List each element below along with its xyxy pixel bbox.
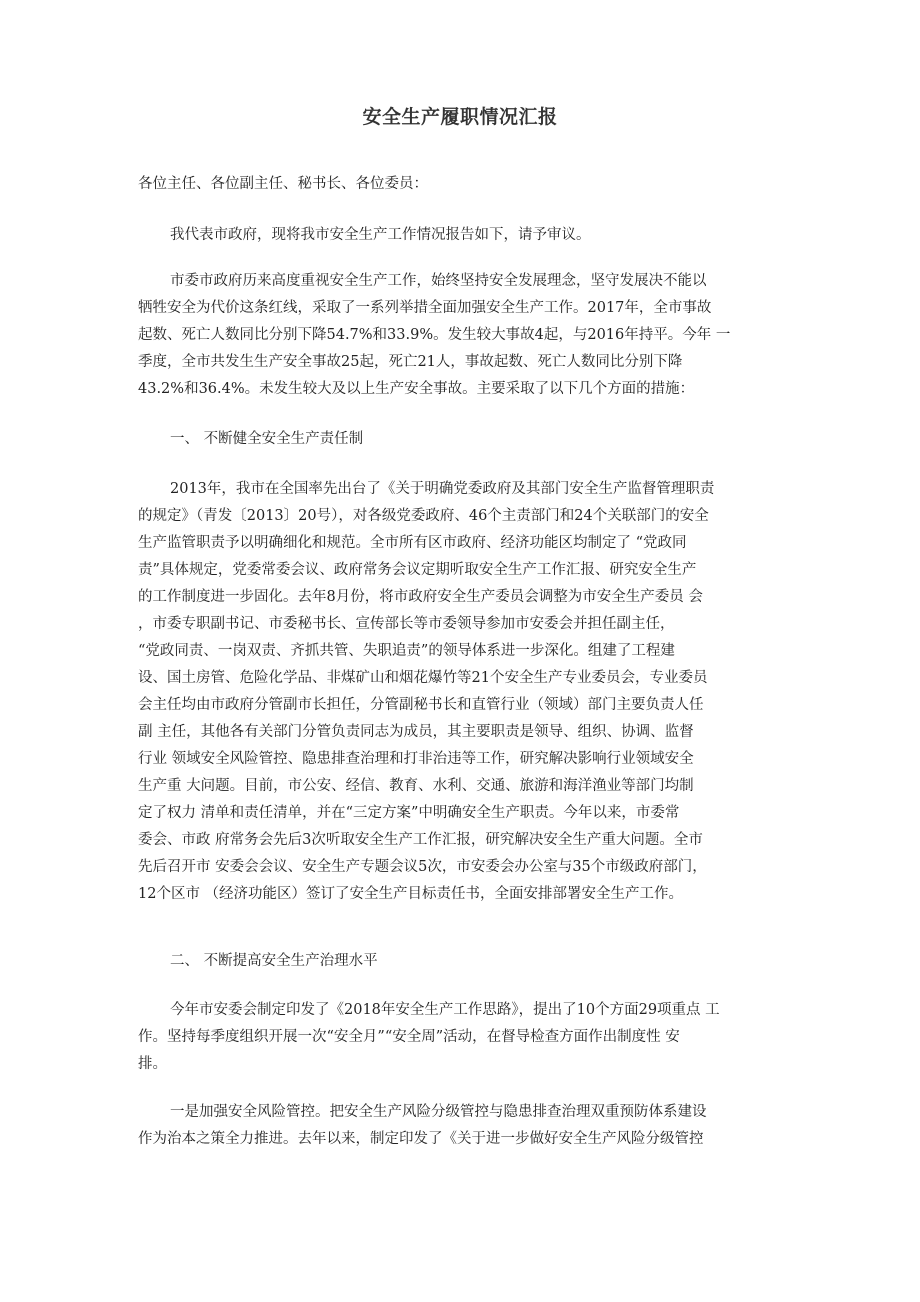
- paragraph-line: 行业 领域安全风险管控、隐患排查治理和打非治违等工作，研究解决影响行业领域安全: [138, 751, 694, 767]
- paragraph-line: 2013年，我市在全国率先出台了《关于明确党委政府及其部门安全生产监督管理职责: [170, 481, 715, 497]
- paragraph-line: 委会、市政 府常务会先后3次听取安全生产工作汇报，研究解决安全生产重大问题。全市: [138, 832, 703, 848]
- paragraph-line: 今年市安委会制定印发了《2018年安全生产工作思路》，提出了10个方面29项重点 工: [170, 1002, 720, 1018]
- paragraph-line: 设、国土房管、危险化学品、非煤矿山和烟花爆竹等21个安全生产专业委员会，专业委员: [138, 670, 708, 686]
- paragraph-line: 一是加强安全风险管控。把安全生产风险分级管控与隐患排查治理双重预防体系建设: [170, 1104, 707, 1120]
- paragraph-line: 会主任均由市政府分管副市长担任，分管副秘书长和直管行业（领域）部门主要负责人任: [138, 697, 704, 713]
- section-2-heading: 二、 不断提高安全生产治理水平: [170, 953, 378, 969]
- paragraph-line: 12个区市 （经济功能区）签订了安全生产目标责任书，全面安排部署安全生产工作。: [138, 886, 684, 902]
- paragraph-line: 排。: [138, 1056, 167, 1072]
- paragraph-line: 责”具体规定，党委常委会议、政府常务会议定期听取安全生产工作汇报、研究安全生产: [138, 562, 697, 578]
- paragraph-line: 作为治本之策全力推进。去年以来，制定印发了《关于进一步做好安全生产风险分级管控: [138, 1131, 704, 1147]
- paragraph-line: 起数、死亡人数同比分别下降54.7%和33.9%。发生较大事故4起，与2016年持平。今年 一: [138, 327, 731, 343]
- paragraph-line: 牺牲安全为代价这条红线，采取了一系列举措全面加强安全生产工作。2017年，全市事故: [138, 300, 712, 316]
- paragraph-line: 生产重 大问题。目前，市公安、经信、教育、水利、交通、旅游和海洋渔业等部门均制: [138, 778, 694, 794]
- paragraph-line: 作。坚持每季度组织开展一次“安全月”“安全周”活动，在督导检查方面作出制度性 安: [138, 1029, 680, 1045]
- intro-paragraph: 我代表市政府，现将我市安全生产工作情况报告如下，请予审议。: [170, 227, 591, 243]
- paragraph-line: 季度，全市共发生生产安全事故25起，死亡21人，事故起数、死亡人数同比分别下降: [138, 354, 683, 370]
- paragraph-line: 副 主任，其他各有关部门分管负责同志为成员，其主要职责是领导、组织、协调、监督: [138, 724, 694, 740]
- paragraph-line: 的规定》（青发〔2013〕20号），对各级党委政府、46个主责部门和24个关联部门的安全: [138, 508, 709, 524]
- paragraph-line: ，市委专职副书记、市委秘书长、宣传部长等市委领导参加市安委会并担任副主任，: [138, 616, 675, 632]
- paragraph-line: 定了权力 清单和责任清单，并在“三定方案”中明确安全生产职责。今年以来，市委常: [138, 805, 680, 821]
- salutation: 各位主任、各位副主任、秘书长、各位委员：: [138, 176, 428, 192]
- section-1-heading: 一、 不断健全安全生产责任制: [170, 431, 364, 447]
- paragraph-line: “党政同责、一岗双责、齐抓共管、失职追责”的领导体系进一步深化。组建了工程建: [138, 643, 675, 659]
- document-title: 安全生产履职情况汇报: [362, 106, 558, 128]
- paragraph-line: 的工作制度进一步固化。去年8月份，将市政府安全生产委员会调整为市安全生产委员 会: [138, 589, 703, 605]
- paragraph-line: 生产监管职责予以明确细化和规范。全市所有区市政府、经济功能区均制定了 “党政同: [138, 535, 687, 551]
- paragraph-line: 先后召开市 安委会会议、安全生产专题会议5次，市安委会办公室与35个市级政府部门，: [138, 859, 707, 875]
- paragraph-line: 43.2%和36.4%。未发生较大及以上生产安全事故。主要采取了以下几个方面的措施：: [138, 381, 695, 397]
- paragraph-line: 市委市政府历来高度重视安全生产工作，始终坚持安全发展理念，坚守发展决不能以: [170, 273, 707, 289]
